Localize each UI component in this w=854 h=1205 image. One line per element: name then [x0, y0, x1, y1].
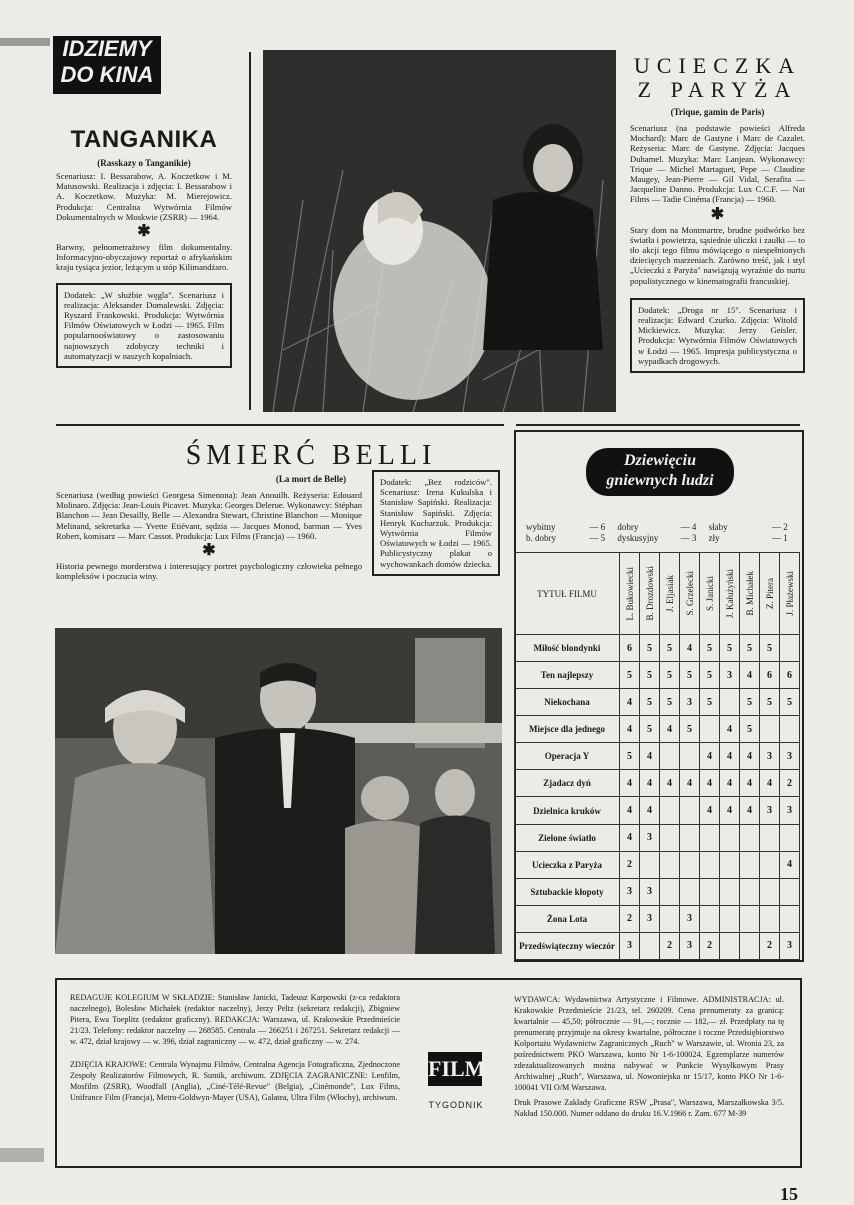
legend-value: — 5 [589, 533, 606, 543]
score-cell: 4 [740, 662, 760, 689]
belle-addon: Dodatek: „Bez rodziców". Scenariusz: Irena Kukulska i Stanisław Sapiński. Realizacja: Stanisław Sapiński. Zdjęcia: Henryk Kucharzuk. Produkcja: Wytwórnia Filmów Oświatowych w Łodzi — 1965. Publicystyczny plakat o wychowankach domów dziecka. [372, 470, 500, 576]
belle-title: ŚMIERĆ BELLI [185, 440, 437, 471]
score-cell: 3 [640, 824, 660, 851]
film-title-cell: Zjadacz dyń [515, 770, 620, 797]
score-cell: 2 [620, 851, 640, 878]
score-cell: 6 [620, 635, 640, 662]
score-cell: 4 [740, 770, 760, 797]
critic-name: B. Michałek [744, 571, 755, 616]
score-cell [660, 851, 680, 878]
score-cell: 5 [780, 689, 800, 716]
score-cell: 3 [620, 878, 640, 905]
critic-name: J. Płażewski [784, 571, 795, 616]
film-title-cell: Dzielnica kruków [515, 797, 620, 824]
score-cell: 4 [640, 797, 660, 824]
star-divider-icon: ✱ [710, 205, 725, 223]
score-cell: 3 [640, 905, 660, 932]
ucieczka-section [630, 54, 805, 373]
score-cell [720, 878, 740, 905]
score-cell: 6 [780, 662, 800, 689]
score-cell: 4 [620, 824, 640, 851]
score-cell [780, 635, 800, 662]
footer-left [70, 992, 400, 1103]
critic-name: Z. Pitera [764, 578, 775, 609]
ucieczka-credits: Scenariusz (na podstawie powieści Alfreda Mochard): Marc de Gastyne i Marc de Cazalet. Reżyseria: Marc de Gastyne. Zdjęcia: Jacques Duhamel. Muzyka: Marc Lanjean. Wykonawcy: Trique — Michel Martaguet, Pepe — Claudine Maugey, Jean-Pierre — Gil Vidal, Serafita — Jacqueline Danno. Produkcja: Lux C.C.F. — Nat Films — Tadie Cinéma (Francja) — 1960. [630, 123, 805, 205]
score-cell [700, 716, 720, 743]
score-cell [720, 932, 740, 959]
tanganika-credits: Scenariusz: I. Bessarabow, A. Koczetkow i M. Matusowski. Realizacja i zdjęcia: I. Bessarabow i A. Koczetkow. Muzyka: M. Mierejowicz. Produkcja: Centralna Wytwórnia Filmów Dokumentalnych w Moskwie (ZSRR) — 1964. [56, 171, 232, 222]
score-cell: 5 [700, 635, 720, 662]
score-cell [680, 797, 700, 824]
score-cell: 5 [640, 635, 660, 662]
score-cell: 4 [680, 770, 700, 797]
table-row [515, 824, 800, 851]
score-cell [700, 878, 720, 905]
legend-label: dobry [617, 522, 639, 532]
ratings-title-line1: Dziewięciu [624, 452, 696, 469]
score-cell [760, 905, 780, 932]
score-cell: 5 [620, 743, 640, 770]
page-edge-strip-bottom [0, 1148, 44, 1162]
score-cell [700, 824, 720, 851]
legend-label: dyskusyjny [617, 533, 659, 543]
film-title-cell: Niekochana [515, 689, 620, 716]
score-cell: 5 [640, 662, 660, 689]
critic-column-header [740, 553, 760, 635]
title-column-header: TYTUŁ FILMU [515, 553, 620, 635]
column-rule [249, 52, 251, 410]
critic-name: S. Janicki [704, 576, 715, 611]
score-cell: 5 [740, 716, 760, 743]
score-cell: 5 [740, 635, 760, 662]
tanganika-description: Barwny, pełnometrażowy film dokumentalny. Informacyjno-obyczajowy reportaż o afrykańskim kraju tysiąca jezior, leżącym u stóp Kilimandżaro. [56, 242, 232, 273]
score-cell [720, 689, 740, 716]
score-cell: 2 [780, 770, 800, 797]
critic-column-header [680, 553, 700, 635]
film-logo-text: FILM [428, 1056, 486, 1081]
film-title-cell: Sztubackie kłopoty [515, 878, 620, 905]
film-title-cell: Zielone światło [515, 824, 620, 851]
critic-column-header [640, 553, 660, 635]
score-cell: 3 [680, 689, 700, 716]
score-cell [660, 824, 680, 851]
score-cell [660, 878, 680, 905]
score-cell: 4 [700, 743, 720, 770]
score-cell: 4 [720, 743, 740, 770]
legend-value: — 1 [771, 533, 788, 543]
score-cell: 3 [680, 932, 700, 959]
critic-column-header [780, 553, 800, 635]
score-cell: 4 [740, 743, 760, 770]
page-edge-strip [0, 38, 50, 46]
critic-column-header [660, 553, 680, 635]
footer-editorial: REDAGUJE KOLEGIUM W SKŁADZIE: Stanisław Janicki, Tadeusz Karpowski (z-ca redaktora naczelnego), Bolesław Michałek (redaktor naczelny), Jerzy Peltz (sekretarz redakcji), Zbigniew Pitera, Ewa Toeplitz (redaktor graficzny). REDAKCJA: Warszawa, ul. Krakowskie Przedmieście 21/23. Telefony: redaktor naczelny — 268585. Centrala — 266251 i 267251. Sekretarz redakcji — w. 472, dział krajowy — w. 396, dział zagraniczny — w. 472, dział graficzny — w. 274. [70, 993, 400, 1046]
critic-name: J. Eljasiak [664, 575, 675, 612]
legend-value: — 2 [771, 522, 788, 532]
film-title-cell: Ucieczka z Paryża [515, 851, 620, 878]
film-title-cell: Miłość blondynki [515, 635, 620, 662]
score-cell: 3 [780, 932, 800, 959]
badge-line1: IDZIEMY [62, 36, 152, 61]
table-row [515, 716, 800, 743]
score-cell [760, 851, 780, 878]
score-cell: 2 [760, 932, 780, 959]
score-cell [740, 851, 760, 878]
score-cell: 5 [740, 689, 760, 716]
table-row [515, 851, 800, 878]
table-row [515, 770, 800, 797]
footer-photos: ZDJĘCIA KRAJOWE: Centrala Wynajmu Filmów, Centralna Agencja Fotograficzna, Zjednoczone Zespoły Realizatorów Filmowych, R. Sumik, archiwum. ZDJĘCIA ZAGRANICZNE: Lenfilm, Mosfilm (ZSRR), Woodfall (Anglia), „Ciné-Télé-Revue" (Belgia), „Cinémonde", Lux Films, Unifrance Film (Francja), Metro-Goldwyn-Mayer (USA), Galatea, Ultra Film (Włochy), archiwum. [70, 1060, 400, 1102]
ucieczka-description: Stary dom na Montmartre, brudne podwórko bez światła i powietrza, sąsiednie uliczki i zaułki — to tło akcji tego filmu mówiącego o niespełnionych dziecięcych marzeniach. Zarówno treść, jak i styl „Ucieczki z Paryża" nawiązują wyraźnie do nurtu populistycznego w kinematografii francuskiej. [630, 224, 805, 286]
score-cell: 3 [620, 932, 640, 959]
score-cell [760, 824, 780, 851]
score-cell: 4 [780, 851, 800, 878]
score-cell: 4 [660, 770, 680, 797]
score-cell: 5 [760, 635, 780, 662]
score-cell [640, 851, 660, 878]
idziemy-do-kina-badge [53, 36, 161, 94]
tanganika-subtitle: (Rasskazy o Tanganikie) [97, 158, 191, 168]
footer-printer: Druk Prasowe Zakłady Graficzne RSW „Prasa", Warszawa, Marszałkowska 3/5. Nakład 150.000. Numer oddano do druku 16.V.1966 r. Zam. 677 M-39 [514, 1098, 784, 1118]
legend-value: — 6 [589, 522, 606, 532]
section-rule [56, 424, 504, 426]
score-cell: 4 [620, 797, 640, 824]
score-cell: 5 [760, 689, 780, 716]
score-cell: 4 [640, 743, 660, 770]
score-cell: 4 [720, 797, 740, 824]
critic-column-header [620, 553, 640, 635]
score-cell: 5 [640, 716, 660, 743]
legend-label: wybitny [526, 522, 556, 532]
table-row [515, 905, 800, 932]
star-divider-icon: ✱ [137, 223, 151, 241]
badge-line2: DO KINA [60, 62, 154, 87]
section-rule-right [516, 424, 800, 426]
score-cell [720, 851, 740, 878]
score-cell [700, 905, 720, 932]
belle-section [56, 440, 506, 581]
table-row [515, 743, 800, 770]
score-cell [660, 797, 680, 824]
critic-name: J. Kałużyński [724, 569, 735, 618]
ucieczka-addon: Dodatek: „Droga nr 15". Scenariusz i realizacja: Edward Czurko. Zdjęcia: Witold Mickiewicz. Muzyka: Jerzy Geisler. Produkcja: Wytwórnia Filmów Oświatowych w Łodzi — 1965. Impresja publicystyczna o wypadkach drogowych. [630, 298, 805, 373]
score-cell: 4 [620, 716, 640, 743]
film-title-cell: Żona Lota [515, 905, 620, 932]
critic-column-header [760, 553, 780, 635]
ratings-legend [526, 522, 792, 544]
score-cell: 5 [700, 662, 720, 689]
critic-column-header [720, 553, 740, 635]
score-cell: 5 [680, 716, 700, 743]
score-cell [640, 932, 660, 959]
score-cell: 4 [740, 797, 760, 824]
score-cell [740, 824, 760, 851]
score-cell [680, 878, 700, 905]
score-cell: 5 [680, 662, 700, 689]
score-cell: 5 [620, 662, 640, 689]
score-cell: 6 [760, 662, 780, 689]
film-title-cell: Operacja Y [515, 743, 620, 770]
score-cell: 4 [620, 689, 640, 716]
ucieczka-film-still [263, 50, 616, 412]
score-cell: 4 [640, 770, 660, 797]
tanganika-section [56, 126, 232, 368]
legend-label: słaby [708, 522, 728, 532]
score-cell [760, 878, 780, 905]
page-number: 15 [780, 1184, 798, 1204]
photo-illustration [55, 628, 502, 954]
belle-film-still [55, 628, 502, 954]
legend-label: b. dobry [526, 533, 556, 543]
star-divider-icon: ✱ [202, 542, 216, 560]
score-cell: 4 [660, 716, 680, 743]
table-row [515, 635, 800, 662]
tanganika-addon: Dodatek: „W służbie węgla". Scenariusz i realizacja: Aleksander Domalewski. Zdjęcia: Ryszard Frankowski. Produkcja: Wytwórnia Filmów Oświatowych w Łodzi — 1965. Film popularnooświatowy o zastosowaniu najnowszych zdobyczy techniki i automatyzacji w naszych kopalniach. [56, 283, 232, 368]
table-row [515, 932, 800, 959]
belle-description: Historia pewnego morderstwa i interesujący portret psychologiczny człowieka pełnego kompleksów i poczucia winy. [56, 561, 362, 582]
footer-publisher: WYDAWCA: Wydawnictwa Artystyczne i Filmowe. ADMINISTRACJA: ul. Krakowskie Przedmieście 21/23, tel. 260209. Cena prenumeraty za granicą: kwartalnie — 45,50; półrocznie — 91,—; rocznie — 182,— zł. Przedpłaty na tę prenumeratę przyjmuje na okresy kwartalne, półroczne i roczne Przedsiębiorstwo Kolportażu Wydawnictw Zagranicznych „Ruch" w Warszawie, ul. Wronia 23, za pośrednictwem PKO Warszawa, konto Nr 1-6-100024. Egzemplarze numerów zdezaktualizowanych można nabywać w Punkcie Wysyłkowym Prasy Archiwalnej „Ruch", Warszawa, ul. Nowoniejska nr 15/17, konto PKO Nr 1-6-100041 VII O/M Warszawa. [514, 995, 784, 1092]
ucieczka-subtitle: (Trique, gamin de Paris) [670, 107, 765, 117]
score-cell [740, 932, 760, 959]
score-cell [780, 905, 800, 932]
score-cell: 4 [700, 797, 720, 824]
score-cell [780, 824, 800, 851]
legend-value: — 3 [680, 533, 697, 543]
ratings-table [514, 552, 800, 960]
critic-name: S. Grzelecki [684, 571, 695, 616]
score-cell: 3 [680, 905, 700, 932]
score-cell: 2 [660, 932, 680, 959]
score-cell: 4 [720, 716, 740, 743]
score-cell [660, 743, 680, 770]
table-row [515, 662, 800, 689]
score-cell [760, 716, 780, 743]
score-cell: 4 [720, 770, 740, 797]
belle-subtitle: (La mort de Belle) [275, 474, 347, 484]
legend-value: — 4 [680, 522, 697, 532]
table-row [515, 797, 800, 824]
score-cell: 5 [660, 635, 680, 662]
footer-right [514, 994, 784, 1119]
ratings-body [515, 635, 800, 960]
score-cell [680, 824, 700, 851]
critic-name: B. Drozdowski [644, 566, 655, 621]
legend-label: zły [708, 533, 720, 543]
score-cell: 4 [620, 770, 640, 797]
score-cell: 4 [700, 770, 720, 797]
score-cell [780, 878, 800, 905]
table-row [515, 689, 800, 716]
photo-illustration [263, 50, 616, 412]
film-logo [428, 1052, 486, 1086]
score-cell: 2 [620, 905, 640, 932]
ratings-title-box [586, 448, 734, 496]
score-cell [740, 905, 760, 932]
score-cell [720, 905, 740, 932]
score-cell: 4 [680, 635, 700, 662]
score-cell [700, 851, 720, 878]
ucieczka-title-line1: UCIECZKA [633, 53, 802, 78]
score-cell: 5 [700, 689, 720, 716]
score-cell: 3 [780, 743, 800, 770]
score-cell [780, 716, 800, 743]
ratings-header-row [515, 553, 800, 635]
belle-credits: Scenariusz (według powieści Georgesa Simenona): Jean Anouilh. Reżyseria: Edouard Molinaro. Zdjęcia: Jean-Louis Picavet. Muzyka: Georges Delerue. Wykonawcy: Stéphan Blanchon — Jean Desailly, Belle — Alexandra Stewart, Christine Blanchon — Monique Melinand, sekretarka — Yvette Etiévant, sędzia — Jacques Monod, barman — Yves Robert, komisarz — Marc Cassot. Produkcja: Lux Films (Francja) — 1960. [56, 490, 362, 541]
film-logo-sub: TYGODNIK [428, 1100, 484, 1110]
tanganika-title: TANGANIKA [70, 126, 218, 153]
score-cell: 5 [640, 689, 660, 716]
score-cell: 5 [660, 689, 680, 716]
table-row [515, 878, 800, 905]
film-title-cell: Miejsce dla jednego [515, 716, 620, 743]
score-cell: 3 [640, 878, 660, 905]
score-cell [680, 851, 700, 878]
ucieczka-title-line2: Z PARYŻA [637, 77, 798, 102]
score-cell: 4 [760, 770, 780, 797]
score-cell [680, 743, 700, 770]
film-title-cell: Ten najlepszy [515, 662, 620, 689]
score-cell: 3 [760, 797, 780, 824]
score-cell: 5 [720, 635, 740, 662]
score-cell [660, 905, 680, 932]
score-cell: 2 [700, 932, 720, 959]
score-cell: 3 [780, 797, 800, 824]
score-cell: 5 [660, 662, 680, 689]
score-cell [740, 878, 760, 905]
critic-name: L. Bukowiecki [624, 566, 635, 621]
score-cell [720, 824, 740, 851]
ratings-title-line2: gniewnych ludzi [606, 472, 714, 489]
ratings-panel [514, 430, 804, 962]
score-cell: 3 [760, 743, 780, 770]
film-title-cell: Przedświąteczny wieczór [515, 932, 620, 959]
score-cell: 3 [720, 662, 740, 689]
critic-column-header [700, 553, 720, 635]
